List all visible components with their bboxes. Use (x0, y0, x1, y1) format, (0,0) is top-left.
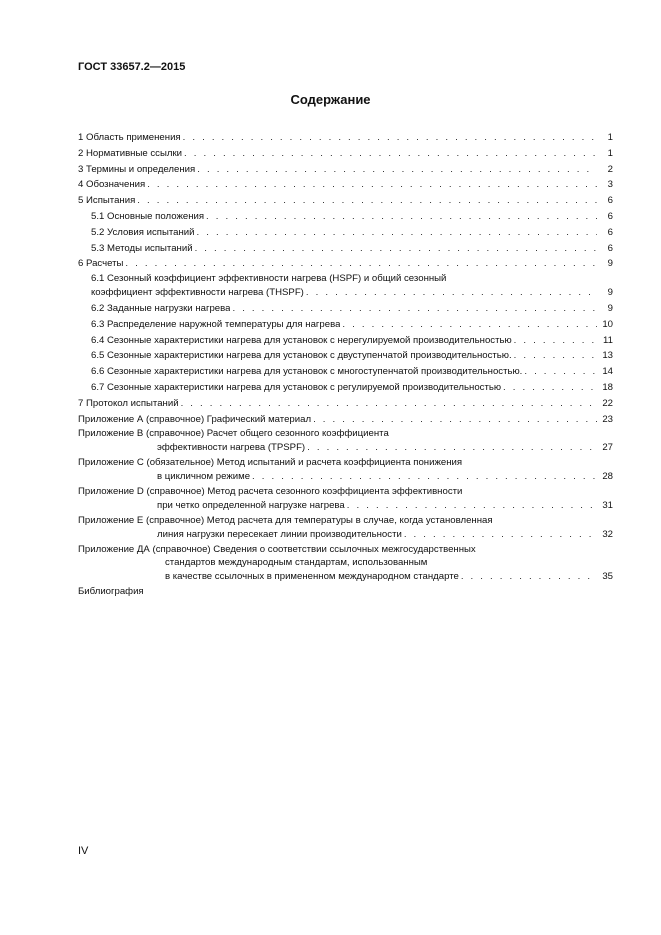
toc-entry-page: 27 (602, 442, 613, 454)
toc-entry-page: 10 (602, 318, 613, 330)
toc-entry[interactable] (78, 146, 613, 162)
toc-entry-title: 6.4 Сезонные характеристики нагрева для установок с нерегулируемой производительностью (91, 334, 512, 346)
toc-entry-title: в качестве ссылочных в примененном международном стандарте (165, 570, 459, 582)
toc-entry[interactable] (78, 256, 613, 272)
dot-leader (232, 301, 597, 317)
toc-entry[interactable] (78, 130, 613, 146)
toc-entry-title: Библиография (78, 586, 144, 598)
toc-entry[interactable] (78, 456, 613, 485)
dot-leader (197, 162, 597, 178)
toc-entry-page: 1 (607, 132, 613, 143)
toc-entry-title: 6.3 Распределение наружной температуры для нагрева (91, 318, 341, 330)
toc-entry-title: 6.6 Сезонные характеристики нагрева для установок с многоступенчатой производительностью. (91, 366, 523, 378)
toc-entry[interactable] (78, 514, 613, 543)
toc-entry-page: 3 (607, 179, 613, 191)
toc-entry-page: 1 (607, 147, 613, 159)
dot-leader (181, 396, 597, 412)
dot-leader (137, 193, 597, 209)
toc-entry[interactable] (78, 272, 613, 301)
toc-entry[interactable] (78, 427, 613, 456)
toc-entry-title: 1 Область применения (78, 132, 181, 143)
dot-leader (313, 412, 597, 428)
toc-entry-page: 2 (607, 163, 613, 175)
toc-entry-title: 5.2 Условия испытаний (91, 226, 195, 238)
dot-leader (147, 177, 597, 193)
dot-leader (514, 333, 597, 349)
toc-entry-title: эффективности нагрева (TPSPF) (157, 442, 306, 454)
toc-entry-page: 13 (602, 350, 613, 362)
dot-leader (307, 440, 597, 456)
dot-leader (183, 130, 597, 146)
toc-entry[interactable] (78, 317, 613, 333)
dot-leader (514, 348, 597, 364)
toc-entry[interactable] (78, 396, 613, 412)
toc-entry-title: линия нагрузки пересекает линии производительности (157, 528, 402, 540)
toc-entry[interactable] (78, 412, 613, 428)
dot-leader (347, 498, 597, 514)
toc-entry-title: 5.3 Методы испытаний (91, 242, 193, 254)
page-number: IV (78, 845, 89, 857)
toc-entry-title: Приложение А (справочное) Графический материал (78, 413, 312, 425)
toc-entry-title: в цикличном режиме (157, 471, 251, 483)
dot-leader (503, 380, 597, 396)
toc-entry[interactable] (78, 485, 613, 514)
toc-entry-page: 6 (607, 226, 613, 238)
toc-entry-page: 9 (607, 302, 613, 314)
dot-leader (524, 364, 597, 380)
toc-entry-title: 4 Обозначения (78, 179, 146, 191)
toc-entry-page: 6 (607, 242, 613, 254)
toc-entry[interactable] (78, 543, 613, 585)
toc-entry-title: 5 Испытания (78, 195, 136, 207)
toc-entry-title: 5.1 Основные положения (91, 210, 205, 222)
table-of-contents (78, 130, 613, 600)
toc-entry-title: 6.7 Сезонные характеристики нагрева для установок с регулируемой производительностью (91, 381, 502, 393)
toc-entry[interactable] (78, 364, 613, 380)
toc-entry-title-line: Приложение D (справочное) Метод расчета сезонного коэффициента эффективности (78, 485, 463, 497)
dot-leader (125, 256, 597, 272)
toc-entry[interactable] (78, 380, 613, 396)
toc-entry-title-line: Приложение В (справочное) Расчет общего сезонного коэффициента (78, 428, 389, 440)
toc-entry-title-line: Приложение ДА (справочное) Сведения о соответствии ссылочных межгосударственных (78, 543, 476, 555)
toc-entry-title-line: стандартов международным стандартам, использованным (165, 556, 428, 568)
toc-entry-page: 23 (602, 413, 613, 425)
dot-leader (197, 225, 598, 241)
toc-entry-title-line: 6.1 Сезонный коэффициент эффективности нагрева (HSPF) и общий сезонный (91, 273, 447, 285)
dot-leader (206, 209, 597, 225)
toc-entry[interactable] (78, 162, 613, 178)
dot-leader (404, 527, 597, 543)
toc-entry[interactable] (78, 225, 613, 241)
dot-leader (195, 241, 597, 257)
toc-entry-page: 6 (607, 210, 613, 222)
toc-entry-title: 6.2 Заданные нагрузки нагрева (91, 302, 231, 314)
toc-entry-page: 18 (602, 381, 613, 393)
toc-entry-title: 6.5 Сезонные характеристики нагрева для установок с двуступенчатой производительностью. (91, 350, 512, 362)
toc-entry-title: 2 Нормативные ссылки (78, 147, 183, 159)
dot-leader (252, 469, 597, 485)
dot-leader (461, 569, 597, 585)
toc-entry[interactable] (78, 241, 613, 257)
toc-entry-page: 14 (602, 366, 613, 378)
dot-leader (306, 285, 597, 301)
toc-entry-title-line: Приложение С (обязательное) Метод испытаний и расчета коэффициента понижения (78, 457, 463, 469)
toc-entry-title: 7 Протокол испытаний (78, 397, 179, 409)
toc-entry[interactable] (78, 584, 613, 600)
dot-leader (184, 146, 597, 162)
toc-entry-title: при четко определенной нагрузке нагрева (157, 499, 345, 511)
toc-entry-page: 9 (607, 258, 613, 270)
toc-entry[interactable] (78, 209, 613, 225)
toc-entry-title-line: Приложение Е (справочное) Метод расчета для температуры в случае, когда установленная (78, 514, 493, 526)
toc-entry-page: 11 (603, 334, 613, 346)
toc-entry[interactable] (78, 177, 613, 193)
toc-entry-page: 6 (607, 195, 613, 207)
document-header: ГОСТ 33657.2—2015 (78, 61, 186, 73)
toc-entry[interactable] (78, 193, 613, 209)
toc-entry-title: 6 Расчеты (78, 258, 124, 270)
page-title: Содержание (290, 92, 371, 107)
dot-leader (342, 317, 597, 333)
toc-entry-page: 9 (607, 287, 613, 299)
toc-entry-page: 31 (602, 499, 613, 511)
toc-entry-title: коэффициент эффективности нагрева (THSPF) (91, 287, 304, 299)
toc-entry[interactable] (78, 301, 613, 317)
toc-entry[interactable] (78, 348, 613, 364)
toc-entry-page: 35 (602, 570, 613, 582)
toc-entry[interactable] (78, 333, 613, 349)
toc-entry-page: 22 (602, 397, 613, 409)
toc-entry-page: 32 (602, 528, 613, 540)
toc-entry-title: 3 Термины и определения (78, 163, 196, 175)
toc-entry-page: 28 (602, 471, 613, 483)
